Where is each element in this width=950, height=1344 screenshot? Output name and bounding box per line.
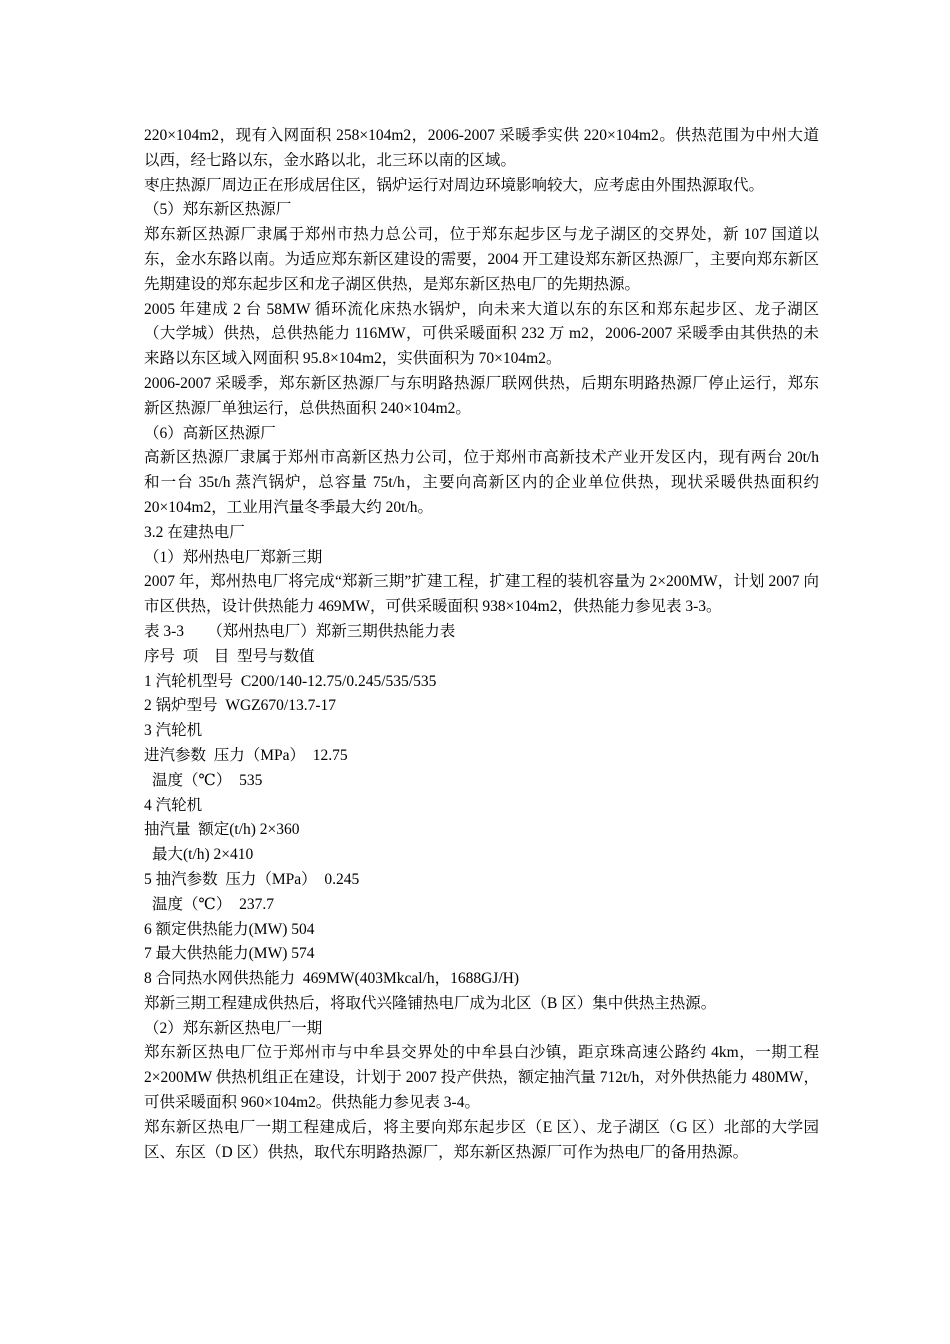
document-page [144, 124, 823, 1165]
heading-zhengdong-power-plant: （2）郑东新区热电厂一期 [144, 1019, 323, 1037]
table-3-3-row: 温度（℃） 535 [152, 771, 263, 789]
table-3-3-row: 温度（℃） 237.7 [152, 895, 274, 913]
heading-section-3-2: 3.2 在建热电厂 [144, 523, 245, 541]
table-3-3-header: 序号 项 目 型号与数值 [144, 647, 315, 665]
heading-zhengxin-phase3: （1）郑州热电厂郑新三期 [144, 548, 323, 566]
table-3-3-row: 2 锅炉型号 WGZ670/13.7-17 [144, 697, 337, 715]
paragraph-zaozhuang-note: 枣庄热源厂周边正在形成居住区，锅炉运行对周边环境影响较大，应考虑由外围热源取代。 [144, 176, 765, 194]
table-3-3-caption: 表 3-3 （郑州热电厂）郑新三期供热能力表 [144, 622, 456, 640]
table-3-3-row: 6 额定供热能力(MW) 504 [144, 920, 315, 938]
table-3-3-row: 8 合同热水网供热能力 469MW(403Mkcal/h，1688GJ/H) [144, 970, 519, 988]
table-3-3-row: 7 最大供热能力(MW) 574 [144, 945, 315, 963]
paragraph-zhengdong-power-plant-supply: 郑东新区热电厂一期工程建成后，将主要向郑东起步区（E 区）、龙子湖区（G 区）北部的大学园区、东区（D 区）供热，取代东明路热源厂，郑东新区热源厂可作为热电厂的备用热源。 [144, 1118, 819, 1161]
paragraph-zhengdong-2006: 2006-2007 采暖季，郑东新区热源厂与东明路热源厂联网供热，后期东明路热源厂停止运行，郑东新区热源厂单独运行，总供热面积 240×104m2。 [144, 374, 819, 417]
table-3-3-row: 4 汽轮机 [144, 796, 203, 814]
table-3-3-row: 抽汽量 额定(t/h) 2×360 [144, 821, 300, 839]
table-3-3-row: 5 抽汽参数 压力（MPa） 0.245 [144, 870, 360, 888]
table-3-3-row: 进汽参数 压力（MPa） 12.75 [144, 746, 348, 764]
paragraph-zhengdong-2005: 2005 年建成 2 台 58MW 循环流化床热水锅炉，向未来大道以东的东区和郑东起步区、龙子湖区（大学城）供热，总供热能力 116MW，可供采暖面积 232 万 m2，2006-2007 采暖季由其供热的未来路以东区域入网面积 95.8×104m2，实供面积为 70×104m2。 [144, 300, 819, 368]
table-3-3-row: 1 汽轮机型号 C200/140-12.75/0.245/535/535 [144, 672, 437, 690]
table-3-3-row: 最大(t/h) 2×410 [152, 846, 254, 864]
paragraph-heating-area: 220×104m2，现有入网面积 258×104m2，2006-2007 采暖季实供 220×104m2。供热范围为中州大道以西，经七路以东，金水路以北，北三环以南的区域。 [144, 127, 819, 169]
paragraph-zhengxin-replacement: 郑新三期工程建成供热后，将取代兴隆铺热电厂成为北区（B 区）集中供热主热源。 [144, 994, 717, 1012]
paragraph-zhengdong-power-plant: 郑东新区热电厂位于郑州市与中牟县交界处的中牟县白沙镇，距京珠高速公路约 4km，一期工程 2×200MW 供热机组正在建设，计划于 2007 投产供热，额定抽汽量 712t/h，对外供热能力 480MW，可供采暖面积 960×104m2。供热能力参见表 3-4。 [144, 1044, 823, 1112]
heading-zhengdong-heat-source: （5）郑东新区热源厂 [144, 201, 292, 219]
paragraph-zhengxin-phase3: 2007 年，郑州热电厂将完成“郑新三期”扩建工程，扩建工程的装机容量为 2×200MW，计划 2007 向市区供热，设计供热能力 469MW，可供采暖面积 938×104m2，供热能力参见表 3-3。 [144, 573, 819, 616]
paragraph-zhengdong-intro: 郑东新区热源厂隶属于郑州市热力总公司，位于郑东起步区与龙子湖区的交界处，新 107 国道以东，金水东路以南。为适应郑东新区建设的需要，2004 开工建设郑东新区热源厂，主要向郑东新区先期建设的郑东起步区和龙子湖区供热，是郑东新区热电厂的先期热源。 [144, 226, 819, 293]
heading-gaoxin-heat-source: （6）高新区热源厂 [144, 424, 276, 442]
table-3-3-row: 3 汽轮机 [144, 722, 203, 740]
paragraph-gaoxin-intro: 高新区热源厂隶属于郑州市高新区热力公司，位于郑州市高新技术产业开发区内，现有两台 20t/h 和一台 35t/h 蒸汽锅炉，总容量 75t/h，主要向高新区内的企业单位供热，现状采暖供热面积约 20×104m2，工业用汽量冬季最大约 20t/h。 [144, 449, 823, 516]
